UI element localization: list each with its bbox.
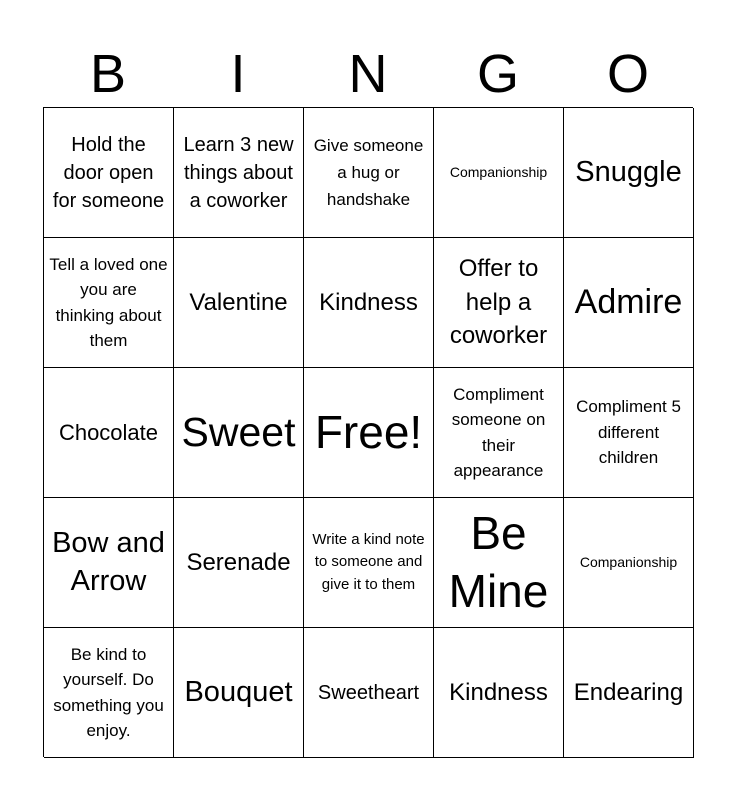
cell-text: Compliment someone on their appearance	[451, 384, 546, 480]
bingo-cell[interactable]	[304, 628, 434, 758]
bingo-cell[interactable]	[434, 628, 564, 758]
cell-text: Snuggle	[575, 155, 682, 188]
bingo-cell[interactable]	[44, 368, 174, 498]
cell-text: Kindness	[319, 288, 418, 316]
cell-text: Hold the door open for someone	[52, 133, 165, 212]
cell-text: Kindness	[449, 678, 548, 706]
bingo-cell[interactable]	[174, 628, 304, 758]
cell-text: Give someone a hug or handshake	[313, 135, 424, 210]
cell-text: Bouquet	[184, 675, 293, 708]
bingo-cell[interactable]	[564, 238, 694, 368]
cell-text: Serenade	[186, 548, 291, 576]
cell-text: Tell a loved one you are thinking about them	[49, 254, 168, 350]
cell-text: Chocolate	[58, 419, 159, 445]
header-letter-g: G	[476, 44, 519, 104]
cell-text: Endearing	[573, 678, 684, 706]
bingo-cell[interactable]	[44, 108, 174, 238]
free-space: Free!	[314, 405, 423, 458]
cell-text: Companionship	[449, 164, 548, 181]
bingo-cell[interactable]	[304, 238, 434, 368]
header-letter-o: O	[606, 44, 649, 104]
bingo-cell[interactable]	[434, 368, 564, 498]
bingo-cell[interactable]	[304, 108, 434, 238]
bingo-cell[interactable]	[434, 108, 564, 238]
cell-text: Learn 3 new things about a coworker	[183, 133, 294, 212]
cell-text: Admire	[574, 283, 683, 322]
header-letter-b: B	[89, 44, 127, 104]
bingo-cell[interactable]	[564, 628, 694, 758]
cell-text: Sweet	[181, 408, 296, 455]
cell-text: Bow and Arrow	[52, 526, 165, 597]
bingo-cell[interactable]	[304, 368, 434, 498]
cell-text: Be Mine	[448, 507, 549, 617]
cell-text: Offer to help a coworker	[449, 255, 548, 350]
bingo-cell[interactable]	[564, 368, 694, 498]
bingo-cell[interactable]	[174, 238, 304, 368]
cell-text: Companionship	[579, 554, 678, 571]
bingo-cell[interactable]	[174, 368, 304, 498]
bingo-cell[interactable]	[44, 628, 174, 758]
bingo-cell[interactable]	[174, 108, 304, 238]
bingo-cell[interactable]	[434, 238, 564, 368]
bingo-cell[interactable]	[174, 498, 304, 628]
header-letter-n: N	[348, 44, 388, 104]
cell-text: Write a kind note to someone and give it to them	[312, 530, 425, 593]
bingo-cell[interactable]	[44, 498, 174, 628]
cell-text: Compliment 5 different children	[576, 397, 681, 468]
bingo-header	[43, 40, 693, 108]
bingo-cell[interactable]	[44, 238, 174, 368]
bingo-cell[interactable]	[304, 498, 434, 628]
cell-text: Valentine	[189, 288, 288, 316]
bingo-cell[interactable]	[564, 108, 694, 238]
cell-text: Be kind to yourself. Do something you enjoy.	[53, 644, 164, 740]
bingo-cell[interactable]	[434, 498, 564, 628]
header-letter-i: I	[230, 44, 246, 104]
bingo-grid	[43, 107, 693, 757]
bingo-cell[interactable]	[564, 498, 694, 628]
cell-text: Sweetheart	[317, 681, 420, 704]
